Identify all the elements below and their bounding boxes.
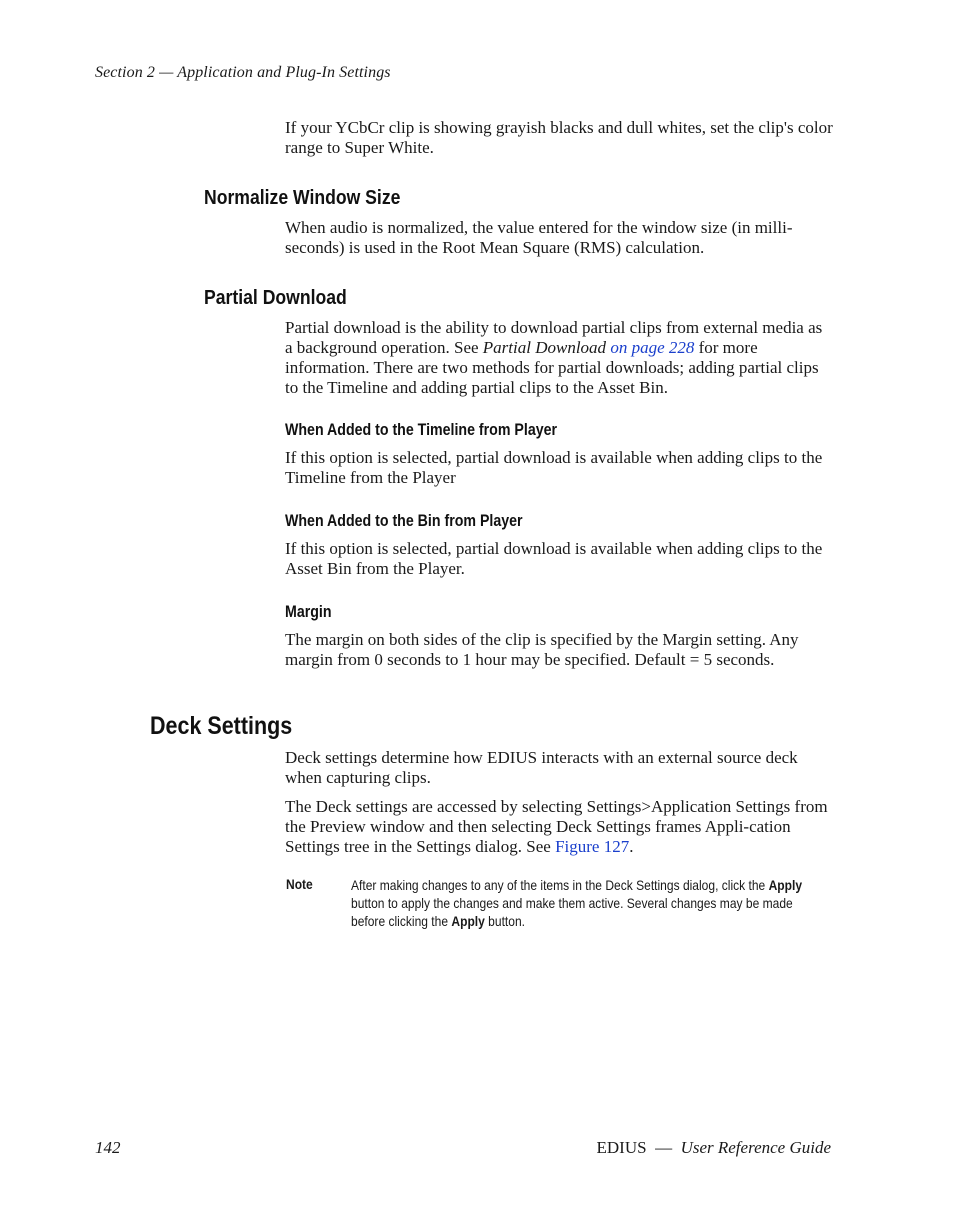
footer-product: EDIUS: [596, 1138, 647, 1157]
timeline-option-paragraph: If this option is selected, partial download is available when adding clips to the Timeline from the Player: [285, 448, 823, 487]
note-apply-1: Apply: [768, 877, 803, 893]
running-head: Section 2 — Application and Plug-In Settings: [95, 64, 391, 81]
page-number: 142: [95, 1138, 121, 1157]
heading-timeline-from-player: When Added to the Timeline from Player: [285, 421, 558, 439]
footer-separator: —: [646, 1138, 681, 1157]
note-apply-2: Apply: [451, 913, 485, 929]
heading-deck-settings: Deck Settings: [150, 712, 293, 740]
deck-p2-text-a: The Deck settings are accessed by selecting Settings>Application Settings from the Preview window and then selecting Deck Settings frames Appli-cation Settings tree in the Settings dialog. See: [285, 797, 828, 856]
bin-option-paragraph: If this option is selected, partial download is available when adding clips to the Asset Bin from the Player.: [285, 539, 823, 578]
footer-title: [597, 1138, 831, 1158]
deck-p2-text-b: .: [629, 837, 634, 856]
heading-margin: Margin: [285, 603, 332, 621]
heading-normalize-window-size: Normalize Window Size: [204, 187, 401, 209]
figure-127-link[interactable]: Figure 127: [555, 837, 630, 856]
heading-bin-from-player: When Added to the Bin from Player: [285, 512, 523, 530]
note-label: Note: [286, 876, 313, 892]
partial-xref-title: Partial Download: [482, 338, 607, 357]
note-text-2: button to apply the changes and make them active. Several changes may be made before clicking the: [351, 895, 793, 929]
deck-paragraph-2: [285, 797, 833, 857]
note-text-1: After making changes to any of the items in the Deck Settings dialog, click the: [351, 877, 769, 893]
partial-text-b: for more information. There are two methods for partial downloads; adding partial clips to the Timeline and adding partial clips to the Asset Bin.: [285, 338, 819, 397]
note-text: [351, 876, 807, 930]
normalize-paragraph: When audio is normalized, the value entered for the window size (in milli-seconds) is used in the Root Mean Square (RMS) calculation.: [285, 218, 793, 257]
deck-paragraph-1: Deck settings determine how EDIUS interacts with an external source deck when capturing clips.: [285, 748, 798, 787]
footer-guide: User Reference Guide: [680, 1138, 831, 1157]
heading-partial-download: Partial Download: [204, 287, 347, 309]
partial-text-a: Partial download is the ability to download partial clips from external media as a background operation. See: [285, 318, 823, 357]
note-text-3: button.: [484, 913, 526, 929]
margin-paragraph: The margin on both sides of the clip is specified by the Margin setting. Any margin from 0 seconds to 1 hour may be specified. Default = 5 seconds.: [285, 630, 799, 669]
intro-paragraph: If your YCbCr clip is showing grayish blacks and dull whites, set the clip's color range to Super White.: [285, 118, 833, 157]
partial-xref-link[interactable]: on page 228: [606, 338, 695, 357]
partial-download-paragraph: [285, 318, 833, 398]
